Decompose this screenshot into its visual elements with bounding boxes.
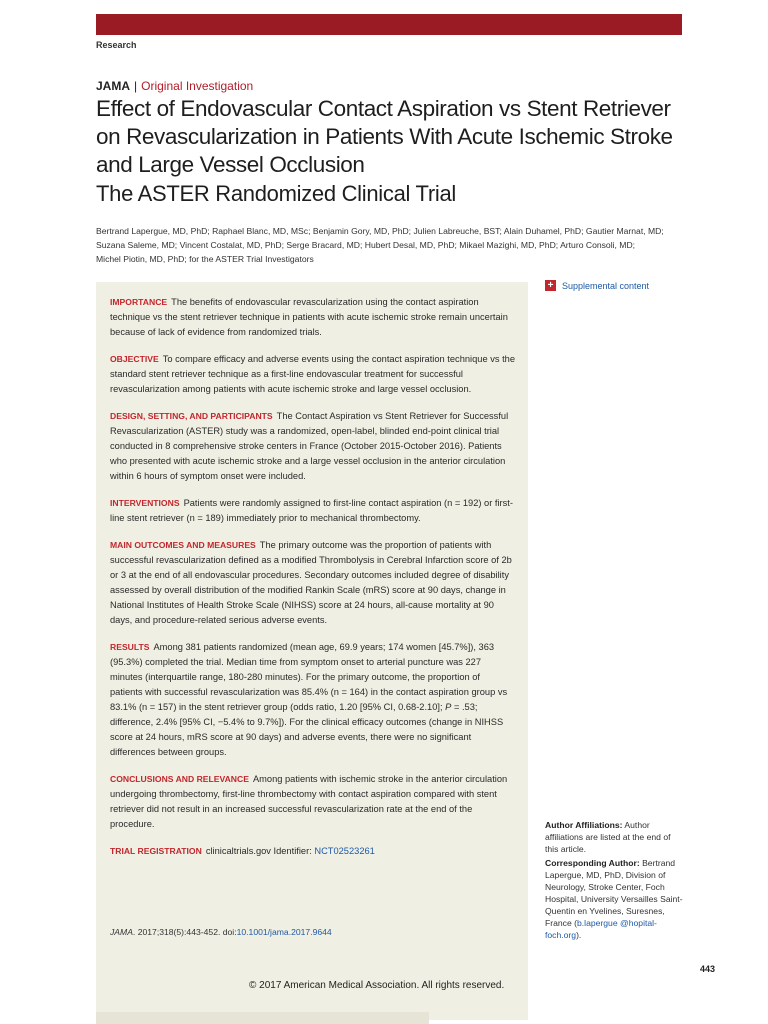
doi-link[interactable]: 10.1001/jama.2017.9644	[236, 927, 332, 937]
abstract-text: = .53; difference, 2.4% [95% CI, −5.4% to 9.7%]). For the clinical efficacy outcomes (change in NIHSS score at 24 hours, mRS score at 90 days) and adverse events, there were no significant differences between groups.	[110, 702, 504, 757]
abstract-interventions	[110, 496, 515, 526]
journal-separator: |	[134, 79, 138, 93]
abstract-box	[96, 282, 528, 1020]
copyright: © 2017 American Medical Association. All rights reserved.	[249, 980, 505, 991]
author-line: Bertrand Lapergue, MD, PhD; Raphael Blanc, MD, MSc; Benjamin Gory, MD, PhD; Julien Labreuche, BST; Alain Duhamel, PhD; Gautier Marnat, MD;	[96, 226, 664, 236]
article-title: Effect of Endovascular Contact Aspiration vs Stent Retriever on Revascularization in Patients With Acute Ischemic Stroke and Large Vessel Occlusion	[96, 96, 673, 177]
abstract-text: Among patients with ischemic stroke in the anterior circulation undergoing thrombectomy, first-line thrombectomy with contact aspiration compared with stent retriever did not result in an increased successful revascularization rate at the end of the procedure.	[110, 774, 508, 829]
abstract-conclusions	[110, 772, 515, 832]
journal-name: JAMA	[96, 79, 131, 93]
abstract-text: The Contact Aspiration vs Stent Retriever for Successful Revascularization (ASTER) study was a randomized, open-label, blinded end-point clinical trial conducted in 8 comprehensive stroke centers in France (October 2015-October 2016). Patients who presented with acute ischemic stroke and a large vessel occlusion in the anterior circulation within 6 hours of symptom onset were included.	[110, 411, 509, 481]
abstract-objective	[110, 352, 515, 397]
abstract-text: The primary outcome was the proportion of patients with successful revascularization defined as a modified Thrombolysis in Cerebral Infarction score of 2b or 3 at the end of all endovascular procedures. Secondary outcomes included degree of disability assessed by overall distribution of the modified Rankin Scale (mRS) score at 90 days, change in National Institutes of Health Stroke Scale (NIHSS) score at 24 hours, all-cause mortality at 90 days, and procedure-related serious adverse events.	[110, 540, 512, 625]
corresponding-heading: Corresponding Author:	[545, 858, 640, 868]
abstract-heading: OBJECTIVE	[110, 354, 159, 364]
supplemental-label: Supplemental content	[562, 280, 650, 291]
author-affiliations	[545, 819, 685, 855]
abstract-heading: RESULTS	[110, 642, 150, 652]
abstract-heading: MAIN OUTCOMES AND MEASURES	[110, 540, 256, 550]
author-line: Michel Piotin, MD, PhD; for the ASTER Trial Investigators	[96, 254, 314, 264]
p-value-symbol: P	[445, 702, 452, 712]
section-label: Research	[96, 40, 137, 50]
affiliations-heading: Author Affiliations:	[545, 820, 623, 830]
author-line: Suzana Saleme, MD; Vincent Costalat, MD, PhD; Serge Bracard, MD; Hubert Desal, MD, PhD; Mikael Mazighi, MD, PhD; Arturo Consoli, MD;	[96, 240, 636, 250]
page-number: 443	[700, 964, 716, 974]
abstract-heading: INTERVENTIONS	[110, 498, 180, 508]
corresponding-author	[545, 857, 685, 941]
article-subtitle: The ASTER Randomized Clinical Trial	[96, 181, 456, 206]
abstract-box-footer	[96, 1012, 429, 1024]
abstract-text: To compare efficacy and adverse events using the contact aspiration technique vs the standard stent retriever technique as a first-line endovascular treatment for successful revascularization among patients with acute ischemic stroke and large vessel occlusion.	[110, 354, 516, 394]
abstract-text: The benefits of endovascular revascularization using the contact aspiration technique vs the stent retriever technique in patients with acute ischemic stroke remain uncertain because of lack of evidence from randomized trials.	[110, 297, 508, 337]
abstract-design	[110, 409, 515, 484]
abstract-text: Patients were randomly assigned to first-line contact aspiration (n = 192) or first-line stent retriever (n = 189) immediately prior to mechanical thrombectomy.	[110, 498, 513, 523]
citation-journal: JAMA	[110, 927, 133, 937]
abstract-text: clinicaltrials.gov Identifier:	[205, 846, 312, 856]
abstract-heading: IMPORTANCE	[110, 297, 168, 307]
trial-registration-link[interactable]: NCT02523261	[314, 846, 375, 856]
email-link[interactable]: b.lapergue @hopital-foch.org	[545, 918, 657, 940]
article-type: Original Investigation	[141, 79, 254, 93]
supplemental-content-link[interactable]	[545, 280, 649, 291]
citation	[110, 927, 332, 937]
abstract-heading: TRIAL REGISTRATION	[110, 846, 202, 856]
abstract-results	[110, 640, 515, 760]
abstract-heading: DESIGN, SETTING, AND PARTICIPANTS	[110, 411, 273, 421]
journal-header-bar	[96, 14, 682, 35]
abstract-content	[110, 295, 515, 871]
abstract-registration	[110, 844, 515, 859]
abstract-outcomes	[110, 538, 515, 628]
citation-details: . 2017;318(5):443-452. doi:	[132, 927, 237, 937]
abstract-importance	[110, 295, 515, 340]
plus-icon: +	[545, 280, 556, 291]
corresponding-text: Bertrand Lapergue, MD, PhD, Division of Neurology, Stroke Center, Foch Hospital, University Versailles Saint-Quentin en Yvelines, Suresnes, France (	[545, 858, 683, 928]
corresponding-close: ).	[576, 930, 582, 940]
abstract-heading: CONCLUSIONS AND RELEVANCE	[110, 774, 249, 784]
abstract-text: Among 381 patients randomized (mean age, 69.9 years; 174 women [45.7%]), 363 (95.3%) completed the trial. Median time from symptom onset to arterial puncture was 227 minutes (interquartile range, 180-280 minutes). For the primary outcome, the proportion of patients with successful revascularization was 85.4% (n = 164) in the contact aspiration group vs 83.1% (n = 157) in the stent retriever group (odds ratio, 1.20 [95% CI, 0.68-2.10];	[110, 642, 508, 712]
author-list	[96, 224, 676, 266]
affiliations-text: Author affiliations are listed at the end of this article.	[545, 820, 671, 854]
journal-line	[96, 79, 253, 93]
